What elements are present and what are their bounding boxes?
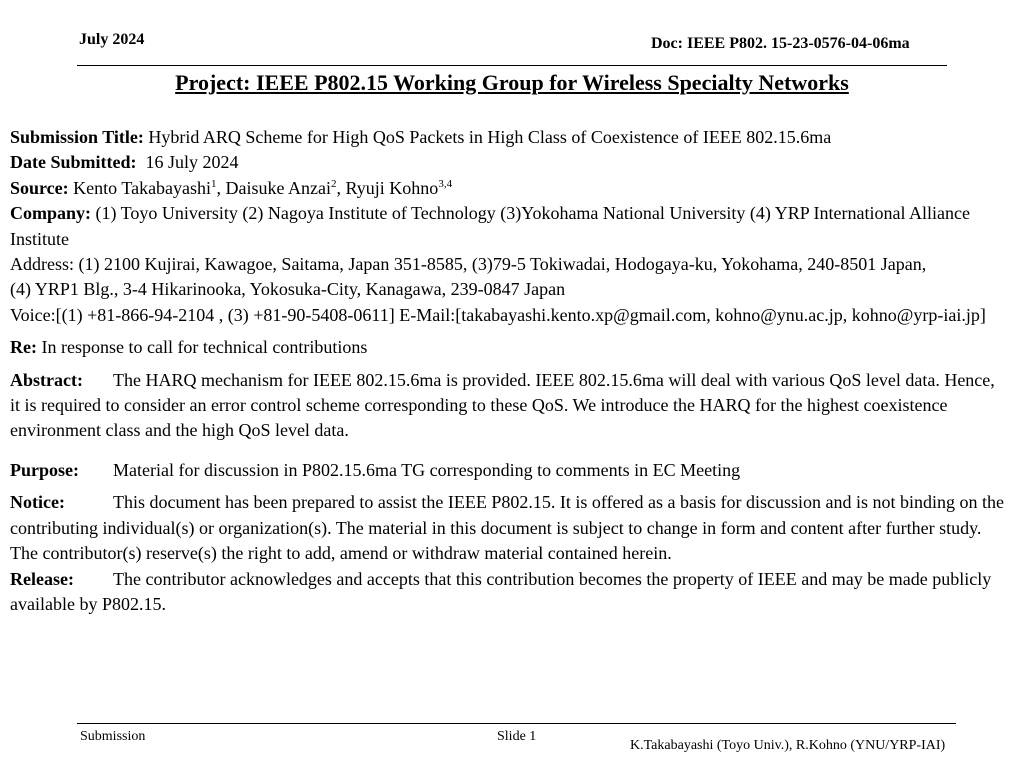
source-label: Source: [10, 177, 69, 198]
document-body [10, 125, 1005, 617]
source-separator-2: , [336, 177, 346, 198]
header-doc-id: Doc: IEEE P802. 15-23-0576-04-06ma [651, 35, 910, 52]
abstract-value: The HARQ mechanism for IEEE 802.15.6ma is provided. IEEE 802.15.6ma will deal with various QoS level data. Hence, it is required to consider an error control scheme corresponding to these QoS. We introduce the HARQ for the highest coexistence environment class and the high QoS level data. [10, 369, 995, 441]
source-author-3: Ryuji Kohno [345, 177, 439, 198]
footer-author: K.Takabayashi (Toyo Univ.), R.Kohno (YNU/YRP-IAI) [630, 738, 946, 753]
date-submitted-value: 16 July 2024 [145, 152, 239, 173]
footer-slide-number: Slide 1 [497, 729, 537, 744]
source-line [10, 176, 1005, 201]
company-label: Company: [10, 203, 92, 224]
re-label: Re: [10, 337, 37, 358]
re-line [10, 335, 1005, 360]
release-line [10, 567, 1005, 618]
source-separator-1: , [216, 177, 226, 198]
notice-label: Notice: [10, 492, 65, 513]
abstract-line [10, 368, 1005, 444]
submission-title-line [10, 125, 1005, 150]
submission-title-value: Hybrid ARQ Scheme for High QoS Packets in High Class of Coexistence of IEEE 802.15.6ma [148, 127, 832, 147]
submission-title-label: Submission Title: [10, 127, 144, 147]
release-value: The contributor acknowledges and accepts that this contribution becomes the property of IEEE and may be made publicly available by P802.15. [10, 568, 992, 614]
source-author-1: Kento Takabayashi [73, 177, 212, 198]
company-line [10, 201, 1005, 252]
company-value: (1) Toyo University (2) Nagoya Institute of Technology (3)Yokohama National University (4) YRP International Alliance Institute [10, 203, 970, 249]
purpose-label: Purpose: [10, 459, 79, 480]
notice-line [10, 490, 1005, 566]
notice-value: This document has been prepared to assist the IEEE P802.15. It is offered as a basis for discussion and is not binding on the contributing individual(s) or organization(s). The material in this document is subject to change in form and content after further study. The contributor(s) reserve(s) the right to add, amend or withdraw material contained herein. [10, 492, 1004, 564]
re-value: In response to call for technical contributions [41, 337, 368, 358]
footer-submission: Submission [80, 729, 146, 744]
header-divider [77, 65, 947, 66]
source-author-2: Daisuke Anzai [225, 177, 332, 198]
header-date: July 2024 [79, 31, 145, 48]
footer-divider [77, 723, 956, 724]
purpose-line [10, 458, 1005, 483]
date-submitted-line [10, 150, 1005, 175]
source-affiliation-1: 1 [211, 177, 217, 190]
purpose-value: Material for discussion in P802.15.6ma TG corresponding to comments in EC Meeting [113, 459, 741, 480]
date-submitted-label: Date Submitted: [10, 152, 137, 173]
project-title: Project: IEEE P802.15 Working Group for Wireless Specialty Networks [175, 70, 849, 95]
abstract-label: Abstract: [10, 369, 83, 390]
release-label: Release: [10, 568, 74, 589]
source-affiliation-2: 2 [331, 177, 337, 190]
address-line-2: (4) YRP1 Blg., 3-4 Hikarinooka, Yokosuka-City, Kanagawa, 239-0847 Japan [10, 279, 566, 300]
contact-line: Voice:[(1) +81-866-94-2104 , (3) +81-90-5408-0611] E-Mail:[takabayashi.kento.xp@gmail.com, kohno@ynu.ac.jp, kohno@yrp-iai.jp] [10, 304, 986, 325]
address-line-1: Address: (1) 2100 Kujirai, Kawagoe, Saitama, Japan 351-8585, (3)79-5 Tokiwadai, Hodogaya-ku, Yokohama, 240-8501 Japan, [10, 254, 927, 275]
source-affiliation-3: 3,4 [438, 177, 453, 190]
